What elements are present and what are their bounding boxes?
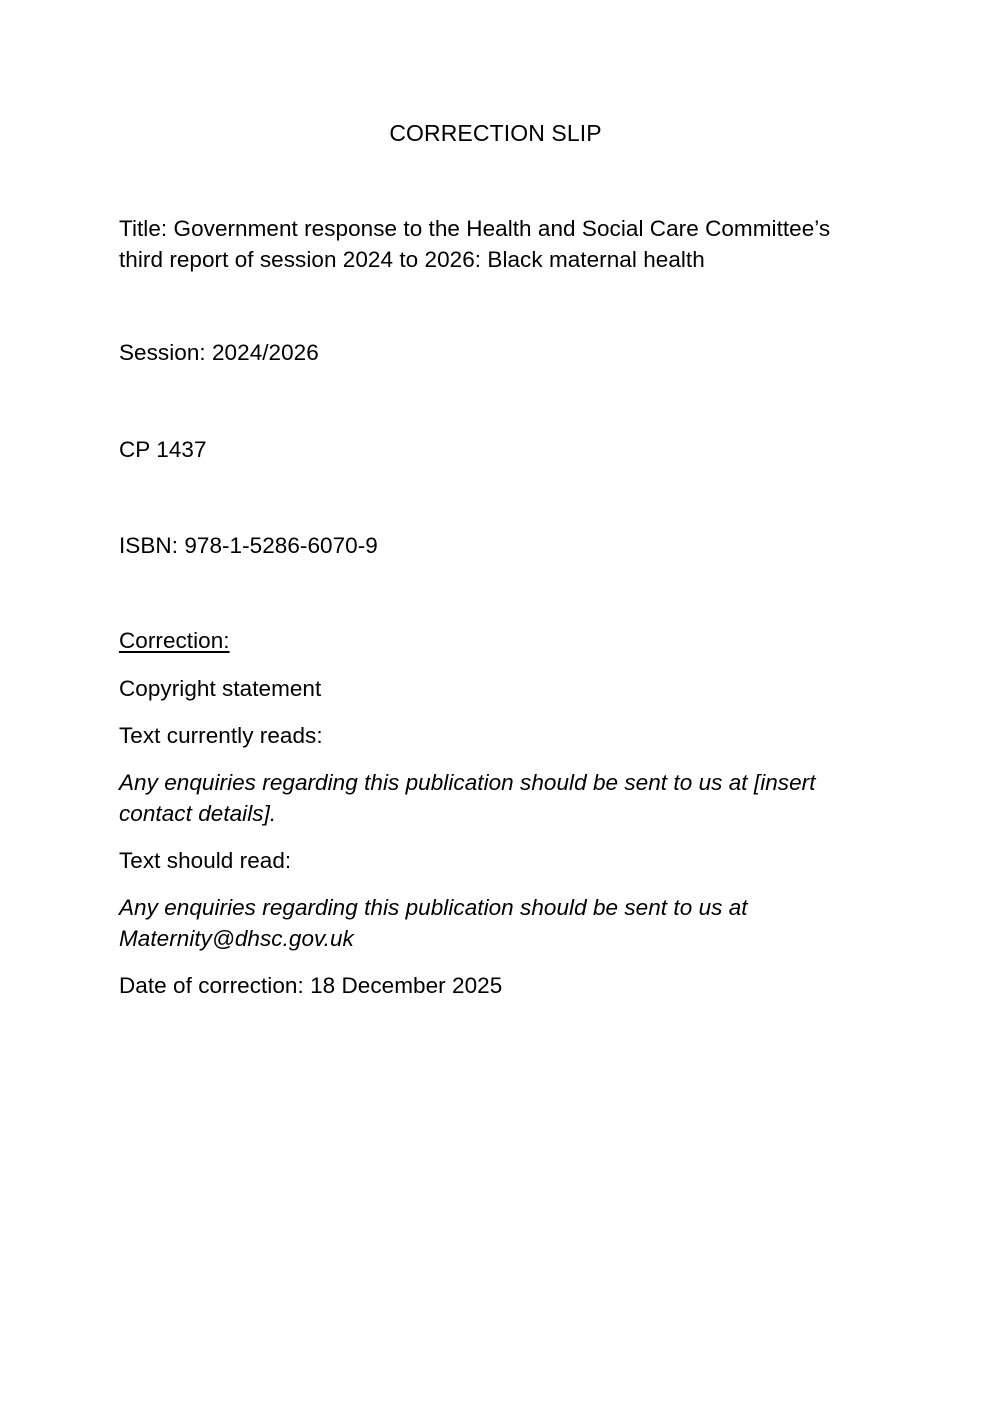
- correction-section-heading: [119, 625, 864, 656]
- page-title: CORRECTION SLIP: [389, 120, 602, 146]
- correction-heading-text: [119, 625, 864, 656]
- correction-subject-text: Copyright statement: [119, 676, 322, 701]
- should-read-label-text: Text should read:: [119, 848, 292, 873]
- currently-reads-label-text: Text currently reads:: [119, 723, 323, 748]
- currently-reads-label: [119, 720, 864, 751]
- date-of-correction: [119, 970, 864, 1001]
- correction-heading-underline: Correction:: [119, 628, 230, 653]
- cp-number-field: [119, 434, 864, 465]
- should-read-label: [119, 845, 864, 876]
- currently-reads-quote-text: Any enquiries regarding this publication should be sent to us at [insert contact details].: [119, 770, 816, 826]
- publication-title-text: Title: Government response to the Health and Social Care Committee’s third report of session 2024 to 2026: Black maternal health: [119, 216, 831, 272]
- isbn-text: ISBN: 978-1-5286-6070-9: [119, 533, 378, 558]
- publication-title: [119, 213, 864, 275]
- session-field: [119, 337, 864, 368]
- isbn-field: [119, 530, 864, 561]
- should-read-quote-text: Any enquiries regarding this publication should be sent to us at Maternity@dhsc.gov.uk: [119, 895, 748, 951]
- correction-subject: [119, 673, 864, 704]
- cp-number-text: CP 1437: [119, 437, 207, 462]
- date-of-correction-text: Date of correction: 18 December 2025: [119, 973, 503, 998]
- should-read-quote: [119, 892, 819, 954]
- currently-reads-quote: [119, 767, 861, 829]
- session-text: Session: 2024/2026: [119, 340, 319, 365]
